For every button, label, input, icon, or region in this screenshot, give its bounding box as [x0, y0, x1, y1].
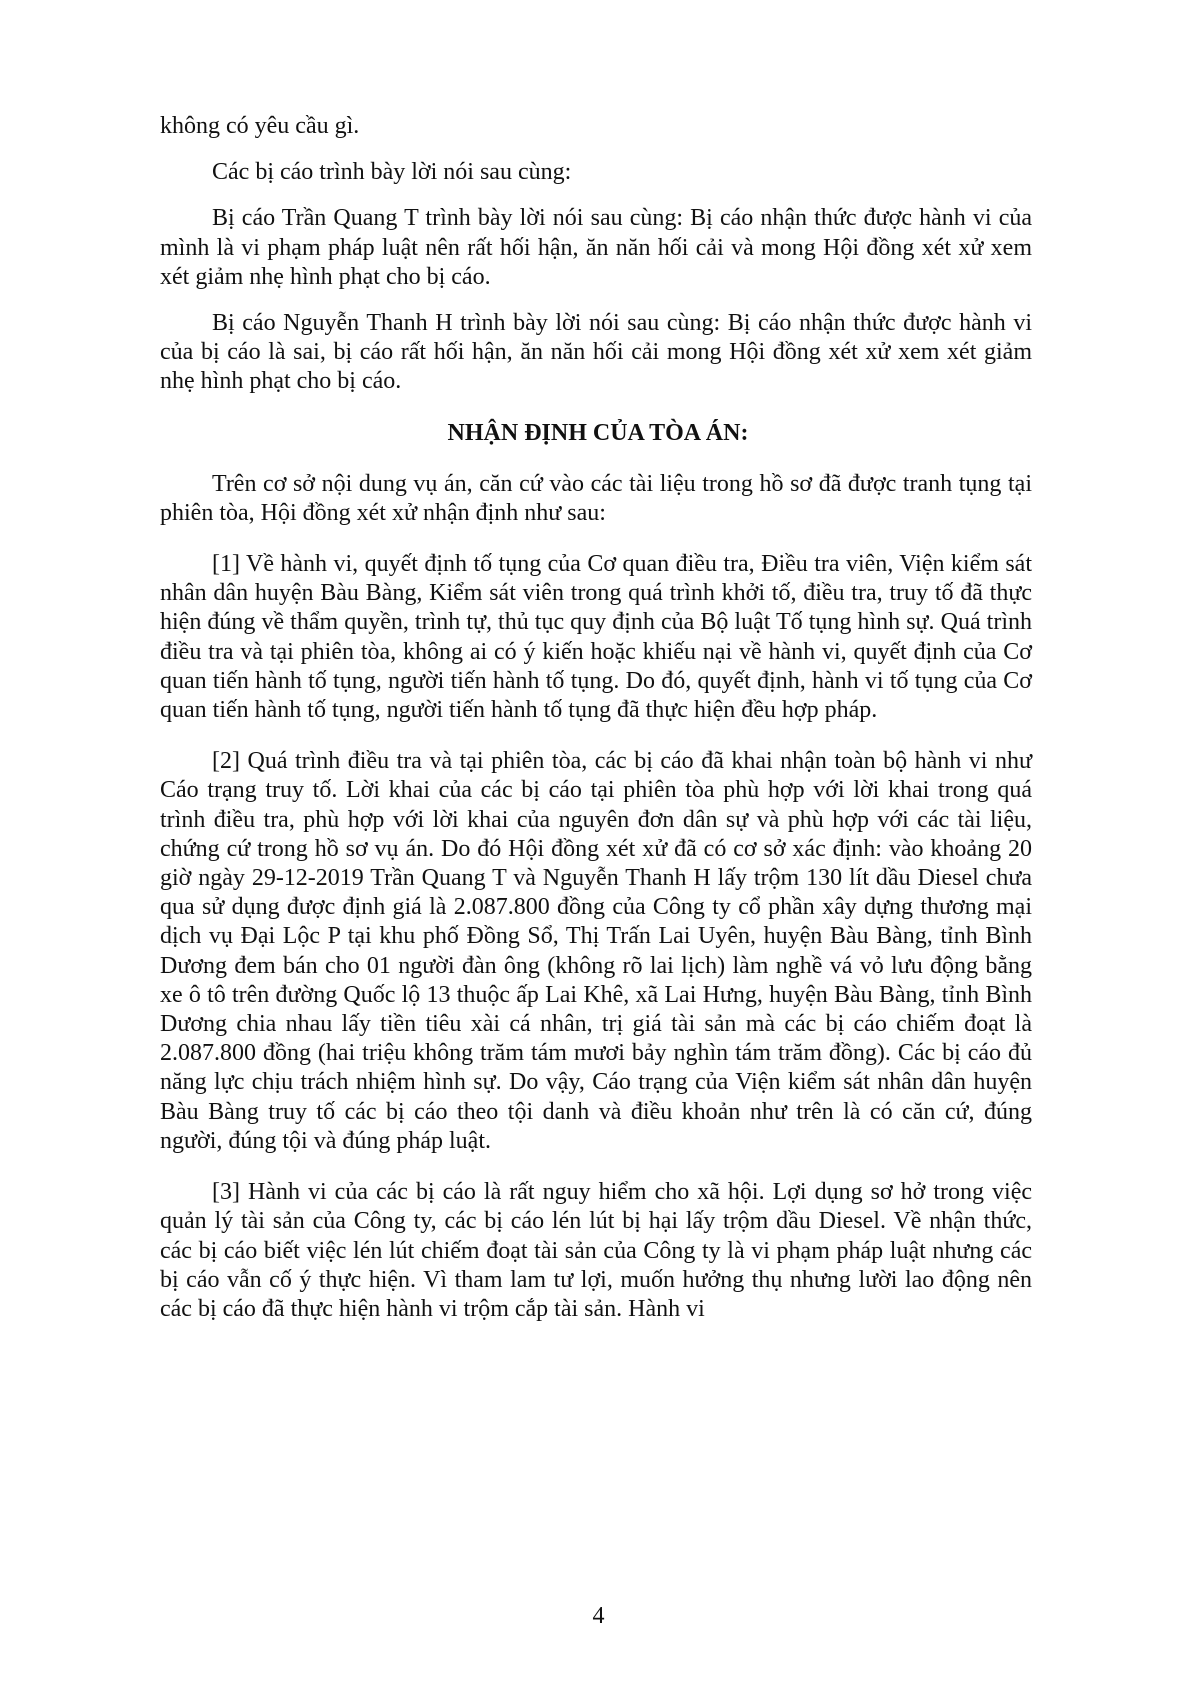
paragraph-point-3: [3] Hành vi của các bị cáo là rất nguy hiểm cho xã hội. Lợi dụng sơ hở trong việc quản lý tài sản của Công ty, các bị cáo lén lút bị hại lấy trộm dầu Diesel. Về nhận thức, các bị cáo biết việc lén lút chiếm đoạt tài sản của Công ty là vi phạm pháp luật nhưng các bị cáo vẫn cố ý thực hiện. Vì tham lam tư lợi, muốn hưởng thụ nhưng lười lao động nên các bị cáo đã thực hiện hành vi trộm cắp tài sản. Hành vi [160, 1179, 1032, 1322]
paragraph-defendant-h-statement: Bị cáo Nguyễn Thanh H trình bày lời nói sau cùng: Bị cáo nhận thức được hành vi của bị cáo là sai, bị cáo rất hối hận, ăn năn hối cải mong Hội đồng xét xử xem xét giảm nhẹ hình phạt cho bị cáo. [160, 310, 1032, 395]
paragraph-point-2: [2] Quá trình điều tra và tại phiên tòa, các bị cáo đã khai nhận toàn bộ hành vi như Cáo trạng truy tố. Lời khai của các bị cáo tại phiên tòa phù hợp với lời khai trong quá trình điều tra, phù hợp với lời khai của nguyên đơn dân sự và phù hợp với các tài liệu, chứng cứ trong hồ sơ vụ án. Do đó Hội đồng xét xử đã có cơ sở xác định: vào khoảng 20 giờ ngày 29-12-2019 Trần Quang T và Nguyễn Thanh H lấy trộm 130 lít dầu Diesel chưa qua sử dụng được định giá là 2.087.800 đồng của Công ty cổ phần xây dựng thương mại dịch vụ Đại Lộc P tại khu phố Đồng Sổ, Thị Trấn Lai Uyên, huyện Bàu Bàng, tỉnh Bình Dương đem bán cho 01 người đàn ông (không rõ lai lịch) làm nghề vá vỏ lưu động bằng xe ô tô trên đường Quốc lộ 13 thuộc ấp Lai Khê, xã Lai Hưng, huyện Bàu Bàng, tỉnh Bình Dương chia nhau lấy tiền tiêu xài cá nhân, trị giá tài sản mà các bị cáo chiếm đoạt là 2.087.800 đồng (hai triệu không trăm tám mươi bảy nghìn tám trăm đồng). Các bị cáo đủ năng lực chịu trách nhiệm hình sự. Do vậy, Cáo trạng của Viện kiểm sát nhân dân huyện Bàu Bàng truy tố các bị cáo theo tội danh và điều khoản như trên là có căn cứ, đúng người, đúng tội và đúng pháp luật. [160, 748, 1032, 1154]
paragraph-court-assessment-intro: Trên cơ sở nội dung vụ án, căn cứ vào các tài liệu trong hồ sơ đã được tranh tụng tại phiên tòa, Hội đồng xét xử nhận định như sau: [160, 470, 1032, 526]
paragraph-final-statements-intro: Các bị cáo trình bày lời nói sau cùng: [212, 159, 572, 186]
document-page [160, 112, 1032, 1324]
page-number: 4 [592, 1603, 605, 1629]
paragraph-point-1: [1] Về hành vi, quyết định tố tụng của Cơ quan điều tra, Điều tra viên, Viện kiểm sát nhân dân huyện Bàu Bàng, Kiểm sát viên trong quá trình khởi tố, điều tra, truy tố đã thực hiện đúng về thẩm quyền, trình tự, thủ tục quy định của Bộ luật Tố tụng hình sự. Quá trình điều tra và tại phiên tòa, không ai có ý kiến hoặc khiếu nại về hành vi, quyết định của Cơ quan tiến hành tố tụng, người tiến hành tố tụng. Do đó, quyết định, hành vi tố tụng của Cơ quan tiến hành tố tụng, người tiến hành tố tụng đã thực hiện đều hợp pháp. [160, 551, 1032, 724]
paragraph-continuation: không có yêu cầu gì. [160, 113, 360, 139]
paragraph-defendant-t-statement: Bị cáo Trần Quang T trình bày lời nói sau cùng: Bị cáo nhận thức được hành vi của mình là vi phạm pháp luật nên rất hối hận, ăn năn hối cải và mong Hội đồng xét xử xem xét giảm nhẹ hình phạt cho bị cáo. [160, 205, 1032, 290]
section-heading: NHẬN ĐỊNH CỦA TÒA ÁN: [447, 419, 749, 446]
